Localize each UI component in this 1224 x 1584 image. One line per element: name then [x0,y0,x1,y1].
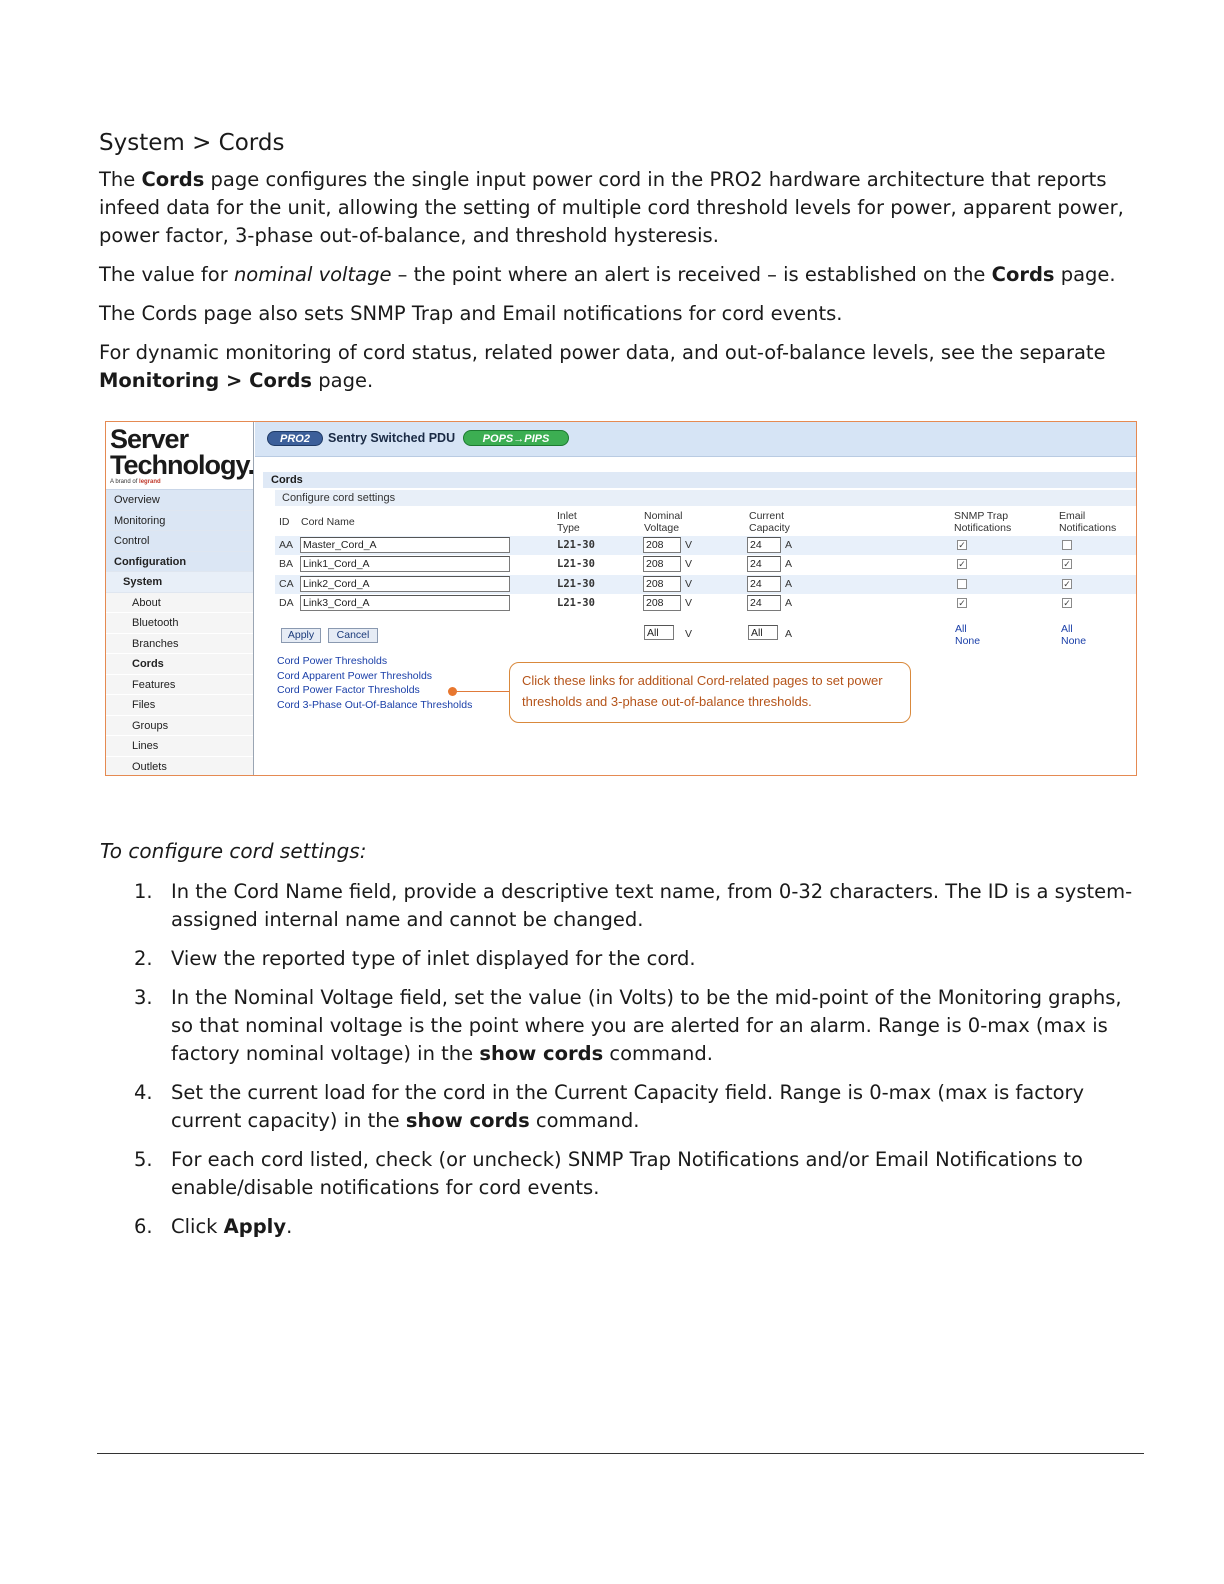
all-voltage-input[interactable]: All [644,625,674,640]
logo-sub-prefix: A brand of [110,479,140,485]
nominal-voltage-input[interactable]: 208 [643,556,681,572]
bold-text: Apply [223,1215,287,1238]
cord-name-input[interactable]: Link3_Cord_A [300,595,510,611]
intro-paragraph-2 [99,261,1139,289]
current-capacity-input[interactable]: 24 [747,537,781,553]
pro2-badge: PRO2 [267,431,323,446]
intro-paragraph-3: The Cords page also sets SNMP Trap and Email notifications for cord events. [99,302,843,325]
cancel-button[interactable]: Cancel [328,628,378,643]
logo-line-1: Server [110,424,189,454]
nav-configuration[interactable]: Configuration [106,552,253,573]
sidebar [106,422,254,775]
table-row [275,594,1136,613]
all-capacity-input[interactable]: All [748,625,778,640]
col-email-2: Notifications [1059,522,1117,534]
cord-apparent-power-thresholds-link[interactable]: Cord Apparent Power Thresholds [277,669,433,682]
cord-name-input[interactable]: Link2_Cord_A [300,576,510,592]
table-header [275,508,1136,536]
step-3 [100,984,1140,1068]
voltage-unit: V [685,558,693,571]
step-text: Click [171,1215,224,1238]
current-capacity-input[interactable]: 24 [747,595,781,611]
footer-divider [97,1453,1144,1454]
threshold-links [277,654,472,712]
current-unit: A [785,539,793,551]
col-nominal-voltage [644,510,683,534]
bold-text: Cords [991,263,1055,286]
current-capacity-input[interactable]: 24 [747,576,781,592]
snmp-checkbox[interactable]: ✓ [958,597,966,608]
section-title: System > Cords [99,130,285,156]
voltage-unit: V [685,577,693,590]
snmp-none-link[interactable]: None [955,635,981,647]
email-none-link[interactable]: None [1061,635,1087,647]
nav-overview[interactable]: Overview [106,490,253,511]
text: For dynamic monitoring of cord status, related power data, and out-of-balance levels, see the separate [99,341,1106,364]
voltage-unit: V [685,539,693,551]
nav-files[interactable]: Files [106,695,253,716]
col-inlet-type [557,510,580,534]
cord-id: AA [279,539,294,551]
nav-outlets[interactable]: Outlets [106,757,253,777]
step-text: In the Cord Name field, provide a descriptive text name, from 0-32 characters. The ID is a system-assigned internal name and cannot be changed. [171,880,1133,931]
email-checkbox[interactable]: ✓ [1063,597,1071,608]
cord-power-thresholds-link[interactable]: Cord Power Thresholds [277,655,388,667]
col-snmp-trap [954,510,1011,534]
current-unit: A [785,596,793,609]
product-name: Sentry Switched PDU [328,431,456,445]
bold-text: Cords [141,168,205,191]
nav-bluetooth[interactable]: Bluetooth [106,613,253,634]
nav-cords[interactable]: Cords [106,654,253,675]
cords-screenshot [105,421,1137,776]
text: – the point where an alert is received – is established on the [391,263,992,286]
snmp-checkbox[interactable]: ✓ [958,540,966,550]
cord-id: CA [279,577,294,590]
col-cur-1: Current [749,510,785,522]
intro-section [99,128,1139,406]
bold-text: Monitoring > Cords [99,369,313,392]
email-all-link[interactable]: All [1061,623,1073,635]
step-number: 5. [134,1148,153,1171]
col-snmp-1: SNMP Trap [954,510,1009,522]
snmp-checkbox[interactable]: ✓ [958,559,966,570]
step-6 [100,1213,1140,1241]
page-header: Cords [263,472,1136,488]
nav-control[interactable]: Control [106,531,253,552]
callout-connector-line [453,691,509,692]
col-cord-name: Cord Name [301,516,355,528]
table-row [275,575,1136,594]
nav-branches[interactable]: Branches [106,634,253,655]
product-banner [255,422,1136,457]
step-number: 1. [134,880,153,903]
nav-features[interactable]: Features [106,675,253,696]
inlet-type: L21-30 [557,577,595,590]
col-current-capacity [749,510,790,534]
nominal-voltage-input[interactable]: 208 [643,576,681,592]
logo-line-2: Technology. [110,450,254,480]
step-number: 2. [134,947,153,970]
col-email-1: Email [1059,510,1086,522]
inlet-type: L21-30 [557,558,595,571]
nominal-voltage-input[interactable]: 208 [643,595,681,611]
cords-table [275,508,1136,613]
col-nom-1: Nominal [644,510,683,522]
step-1 [100,878,1140,934]
email-checkbox[interactable]: ✓ [1063,559,1071,570]
step-number: 4. [134,1081,153,1104]
step-text: Set the current load for the cord in the Current Capacity field. Range is 0-max (max is factory current capacity) in the [171,1081,1085,1132]
voltage-unit: V [685,596,693,609]
col-cur-2: Capacity [749,522,790,534]
all-capacity-unit: A [785,628,793,640]
nav-monitoring[interactable]: Monitoring [106,511,253,532]
callout-note: Click these links for additional Cord-related pages to set power thresholds and 3-phase out-of-balance thresholds. [509,662,911,723]
cord-power-factor-thresholds-link[interactable]: Cord Power Factor Thresholds [277,684,420,696]
col-inlet-1: Inlet [557,510,577,522]
section-header: Configure cord settings [275,490,1136,506]
nav-about[interactable]: About [106,593,253,614]
main-panel [255,422,1136,775]
nav-groups[interactable]: Groups [106,716,253,737]
cord-id: DA [279,596,294,609]
intro-paragraph-4 [99,339,1139,395]
step-text: command. [603,1042,713,1065]
cord-id: BA [279,558,294,571]
text: The [99,168,142,191]
email-checkbox[interactable] [1062,540,1072,550]
email-checkbox[interactable]: ✓ [1063,578,1071,589]
pops-pips-badge: POPS→PIPS [463,430,569,446]
col-id: ID [279,516,290,528]
text: page configures the single input power cord in the PRO2 hardware architecture that reports infeed data for the unit, allowing the setting of multiple cord threshold levels for power, apparent power, power factor, 3-phase out-of-balance, and threshold hysteresis. [99,168,1124,247]
step-text: In the Nominal Voltage field, set the value (in Volts) to be the mid-point of the Monitoring graphs, so that nominal voltage is the point where you are alerted for an alarm. Range is 0-max (max is factory nominal voltage) in the [171,986,1122,1065]
inlet-type: L21-30 [557,539,595,551]
server-technology-logo [106,422,253,490]
step-text: View the reported type of inlet displayed for the cord. [171,947,696,970]
text: page. [1054,263,1116,286]
col-snmp-2: Notifications [954,522,1012,534]
command-text: show cords [479,1042,604,1065]
col-email [1059,510,1116,534]
nav-system[interactable]: System [106,572,253,593]
intro-paragraph-1 [99,166,1139,250]
table-row [275,555,1136,574]
table-row [275,536,1136,555]
current-capacity-input[interactable]: 24 [747,556,781,572]
col-nom-2: Voltage [644,522,680,534]
step-text: For each cord listed, check (or uncheck) SNMP Trap Notifications and/or Email Notifications to enable/disable notifications for cord events. [171,1148,1083,1199]
legrand-brand: legrand [139,479,161,485]
step-number: 3. [134,986,153,1009]
all-voltage-unit: V [685,628,693,640]
procedure-section [100,836,1140,1252]
step-number: 6. [134,1215,153,1238]
step-text: command. [529,1109,640,1132]
step-4 [100,1079,1140,1135]
cord-name-input[interactable]: Link1_Cord_A [300,556,510,572]
step-text: . [286,1215,293,1238]
cord-3-phase-out-of-balance-thresholds-link[interactable]: Cord 3-Phase Out-Of-Balance Thresholds [277,698,473,711]
italic-text: nominal voltage [233,263,392,286]
nominal-voltage-input[interactable]: 208 [643,537,681,553]
apply-button[interactable]: Apply [281,628,321,643]
snmp-checkbox[interactable] [957,579,967,589]
step-5 [100,1146,1140,1202]
text: page. [312,369,374,392]
text: The value for [99,263,234,286]
procedure-title: To configure cord settings: [100,839,367,863]
current-unit: A [785,577,793,590]
inlet-type: L21-30 [557,596,595,609]
snmp-all-link[interactable]: All [955,623,967,635]
step-2 [100,945,1140,973]
nav-lines[interactable]: Lines [106,736,253,757]
cord-name-input[interactable]: Master_Cord_A [300,537,510,553]
current-unit: A [785,558,793,571]
col-inlet-2: Type [557,522,580,534]
command-text: show cords [405,1109,530,1132]
